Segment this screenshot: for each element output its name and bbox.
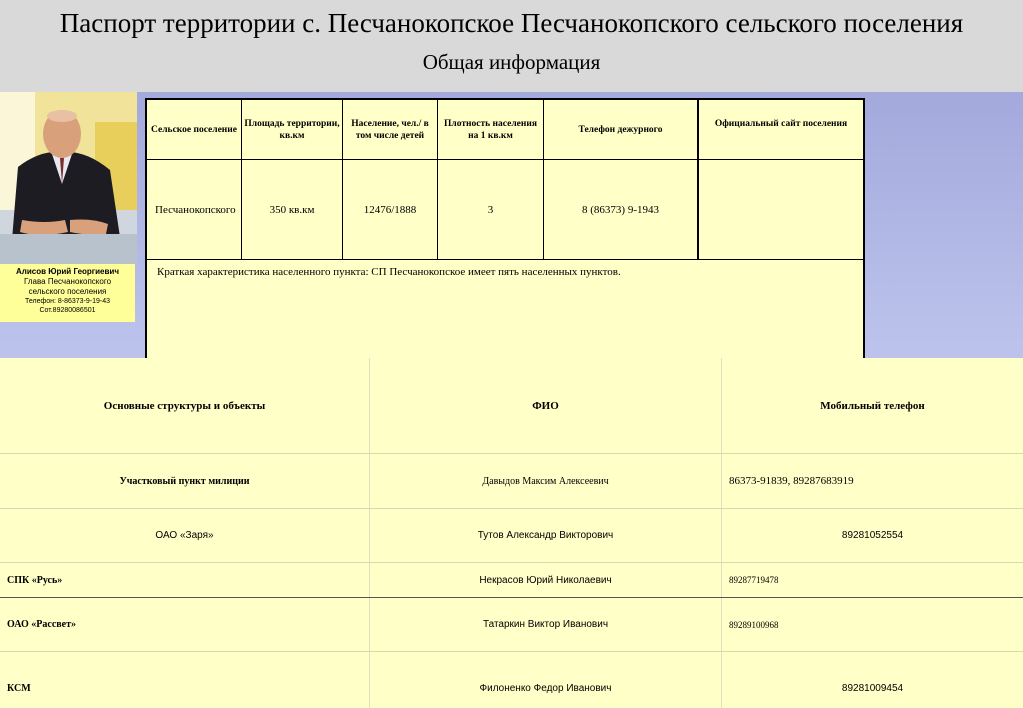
table-row [0,562,1023,597]
head-role-line1: Глава Песчанокопского [23,277,112,286]
head-role-line2: сельского поселения [28,287,107,296]
row-phone: 89281009454 [841,683,904,694]
row-phone: 89287719478 [729,575,779,585]
header-density: Плотность населения на 1 кв.км [438,100,544,160]
table-row [0,597,1023,651]
row-structure: СПК «Русь» [0,563,370,597]
row-fio: Татаркин Виктор Иванович [370,598,722,651]
row-structure: Участковый пункт милиции [0,454,370,508]
header-website: Официальный сайт поселения [699,100,863,160]
row-fio: Давыдов Максим Алексеевич [370,454,722,508]
row-fio: Филоненко Федор Иванович [370,652,722,708]
table-row [0,651,1023,708]
value-duty-phone: 8 (86373) 9-1943 [544,160,699,260]
header-settlement: Сельское поселение [147,100,242,160]
page-header [0,0,1023,92]
value-settlement: Песчанокопского [147,160,242,260]
row-fio: Некрасов Юрий Николаевич [370,563,722,597]
header-structures: Основные структуры и объекты [0,358,370,453]
table-row [0,508,1023,562]
row-structure: КСМ [0,652,370,708]
structures-table [0,358,1023,708]
general-info-table [145,98,865,360]
page-subtitle: Общая информация [422,50,601,74]
header-population: Население, чел./ в том числе детей [343,100,438,160]
table-header-row [0,358,1023,453]
value-density: 3 [438,160,544,260]
page-title: Паспорт территории с. Песчанокопское Песчанокопского сельского поселения [59,8,964,38]
value-population: 12476/1888 [343,160,438,260]
row-structure: ОАО «Заря» [0,509,370,562]
row-phone: 86373-91839, 89287683919 [729,475,854,487]
row-phone: 89289100968 [729,619,779,630]
head-portrait-photo [0,92,137,264]
head-contact-card [0,264,135,322]
header-area: Площадь территории, кв.км [242,100,343,160]
row-fio: Тутов Александр Викторович [370,509,722,562]
value-area: 350 кв.км [242,160,343,260]
table-row [0,453,1023,508]
header-fio: ФИО [370,358,722,453]
row-phone: 89281052554 [841,530,904,541]
value-website [699,160,863,260]
row-structure: ОАО «Рассвет» [0,598,370,651]
head-name: Алисов Юрий Георгиевич [16,267,119,276]
settlement-description: Краткая характеристика населенного пункта: СП Песчанокопское имеет пять населенных пунктов. [157,266,621,278]
head-phone: Телефон: 8-86373-9-19-43 [24,298,111,305]
header-mobile: Мобильный телефон [820,399,925,412]
header-duty-phone: Телефон дежурного [544,100,699,160]
head-mobile: Сот.89280086501 [39,307,96,314]
